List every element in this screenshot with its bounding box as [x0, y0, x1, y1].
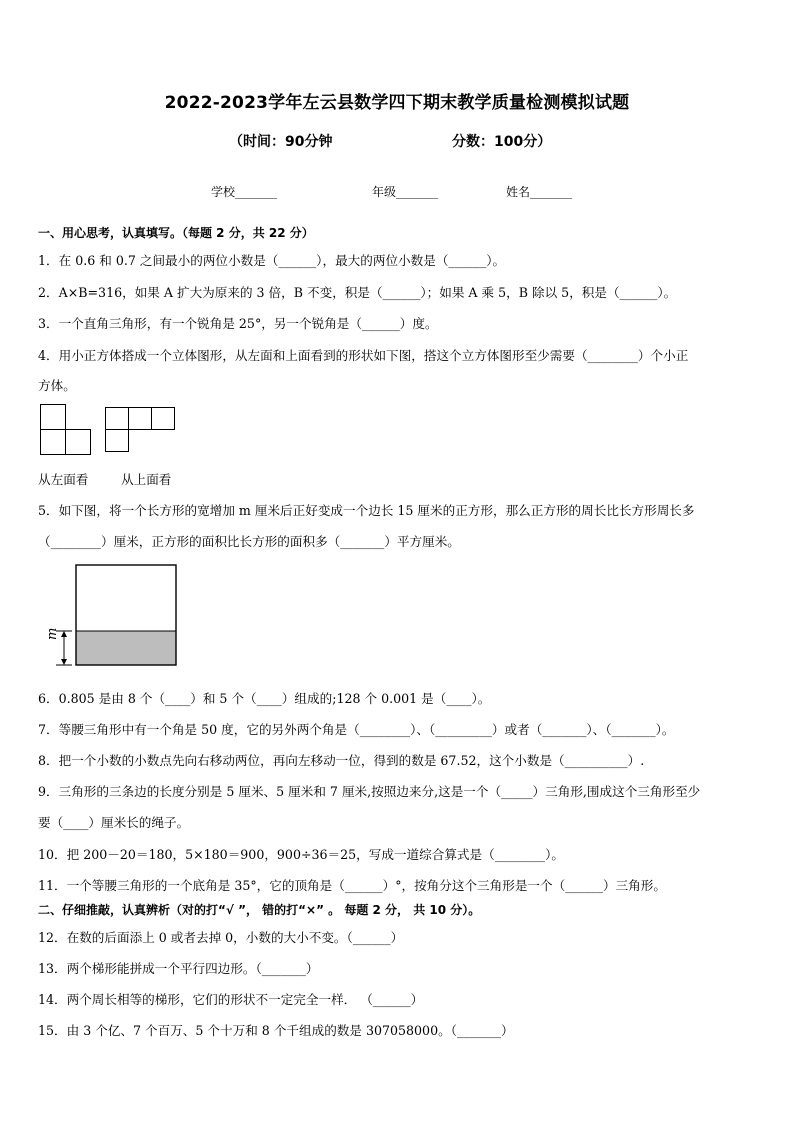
- question-15: 15．由 3 个亿、7 个百万、5 个十万和 8 个千组成的数是 307058000。（_______）: [38, 1023, 514, 1038]
- question-2: 2．A×B=316，如果 A 扩大为原来的 3 倍，B 不变，积是（______）；如果 A 乘 5，B 除以 5，积是（______）。: [38, 285, 677, 300]
- question-1: 1．在 0.6 和 0.7 之间最小的两位小数是（______），最大的两位小数是（______）。: [38, 253, 506, 268]
- section-1-heading: 一、用心思考，认真填写。（每题 2 分，共 22 分）: [38, 226, 314, 240]
- question-13: 13．两个梯形能拼成一个平行四边形。（_______）: [38, 961, 319, 976]
- left-view-figure: [40, 404, 94, 455]
- top-view-figure: [105, 407, 177, 453]
- left-view-caption: 从左面看: [38, 472, 89, 487]
- school-field: 学校_______: [211, 185, 278, 199]
- question-10: 10．把 200－20＝180，5×180＝900，900÷36＝25，写成一道综合算式是（________）。: [38, 847, 564, 862]
- grade-field: 年级_______: [372, 185, 439, 199]
- total-score: 分数：100分）: [452, 134, 552, 150]
- name-field: 姓名_______: [506, 185, 573, 199]
- question-12: 12．在数的后面添上 0 或者去掉 0，小数的大小不变。（______）: [38, 930, 404, 945]
- question-4-line-2: 方体。: [38, 378, 76, 393]
- question-7: 7．等腰三角形中有一个角是 50 度，它的另外两个角是（________）、（_________）或者（_______）、（_______）。: [38, 722, 675, 737]
- question-5-line-2: （________）厘米，正方形的面积比长方形的面积多（_______）平方厘米。: [38, 534, 460, 549]
- m-label: m: [45, 627, 60, 640]
- question-6: 6．0.805 是由 8 个（____）和 5 个（____）组成的;128 个 0.001 是（____）。: [38, 691, 491, 706]
- question-3: 3．一个直角三角形，有一个锐角是 25°，另一个锐角是（______）度。: [38, 316, 438, 331]
- time-limit: （时间：90分钟: [229, 134, 333, 150]
- page-title: 2022-2023学年左云县数学四下期末教学质量检测模拟试题: [164, 93, 630, 113]
- question-4-line-1: 4．用小正方体搭成一个立体图形，从左面和上面看到的形状如下图，搭这个立方体图形至少需要（________）个小正: [38, 348, 689, 363]
- square-rectangle-figure: [44, 564, 178, 668]
- section-2-heading: 二、仔细推敲，认真辨析（对的打“√ ”， 错的打“×” 。 每题 2 分， 共 10 分）。: [38, 903, 481, 917]
- question-9-line-1: 9．三角形的三条边的长度分别是 5 厘米、5 厘米和 7 厘米,按照边来分,这是一个（_____）三角形,围成这个三角形至少: [38, 784, 701, 799]
- question-9-line-2: 要（____）厘米长的绳子。: [38, 815, 190, 830]
- question-11: 11．一个等腰三角形的一个底角是 35°，它的顶角是（______）°，按角分这个三角形是一个（______）三角形。: [38, 878, 666, 893]
- question-14: 14．两个周长相等的梯形，它们的形状不一定完全一样． （______）: [38, 992, 424, 1007]
- question-5-line-1: 5．如下图，将一个长方形的宽增加 m 厘米后正好变成一个边长 15 厘米的正方形，那么正方形的周长比长方形周长多: [38, 503, 695, 518]
- question-8: 8．把一个小数的小数点先向右移动两位，再向左移动一位，得到的数是 67.52，这个小数是（__________）.: [38, 753, 645, 768]
- top-view-caption: 从上面看: [121, 472, 172, 487]
